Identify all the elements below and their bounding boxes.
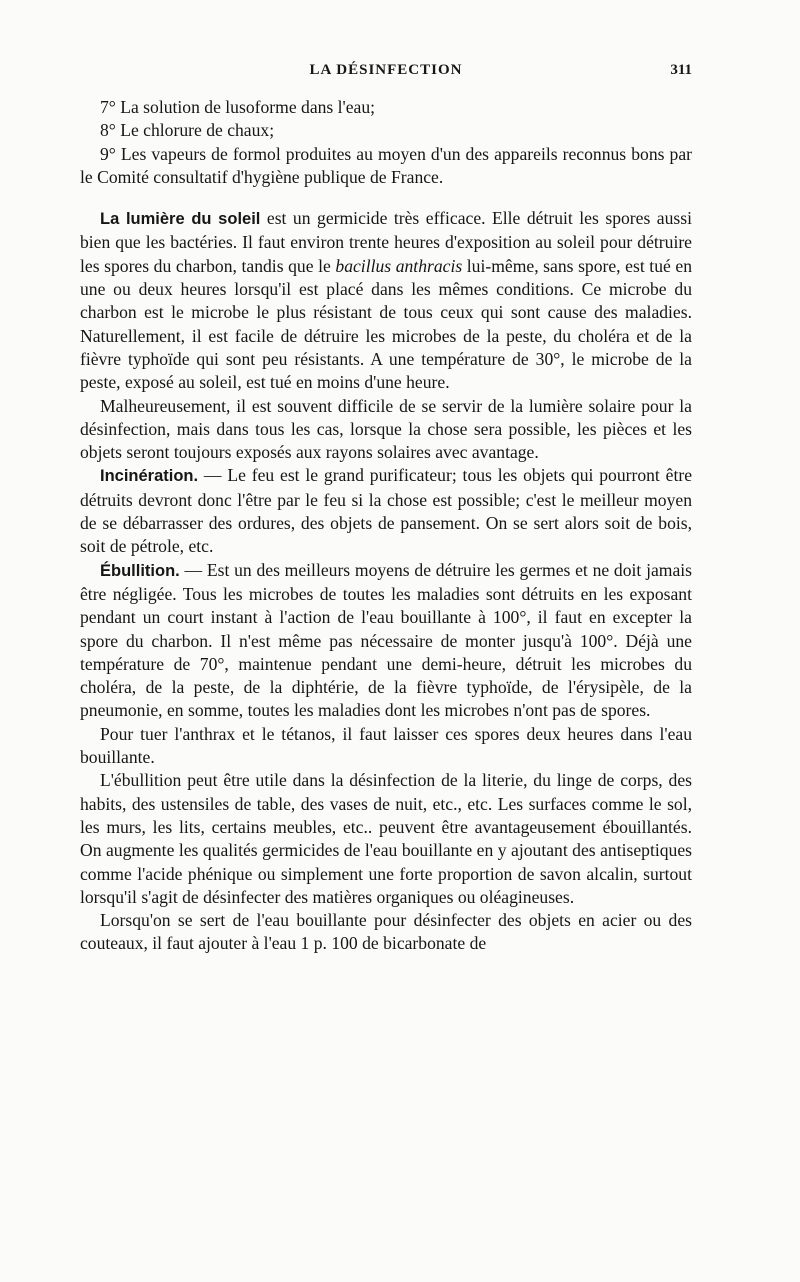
incineration-text: — Le feu est le grand purificateur; tous les objets qui pourront être détruits devront donc l'être par le feu si la chose est possible; c'est le meilleur moyen de se débarrasser des ordures, des objets de pansement. On se sert alors soit de bois, soit de pétrole, etc.: [80, 465, 692, 557]
page-number: 311: [670, 62, 692, 78]
list-item-7: 7° La solution de lusoforme dans l'eau;: [100, 97, 376, 117]
paragraph-soleil: [80, 207, 692, 394]
soleil-text-2: lui-même, sans spore, est tué en une ou deux heures lorsqu'il est placé dans les mêmes conditions. Ce microbe du charbon est le microbe le plus résistant de tous ceux qui sont cause des maladies. Naturellement, il est facile de détruire les microbes de la peste, du choléra et de la fièvre typhoïde qui sont peu résistants. A une température de 30°, le microbe de la peste, exposé au soleil, est tué en moins d'une heure.: [80, 255, 692, 393]
body-text: [80, 96, 692, 956]
paragraph-ebullition-2: Pour tuer l'anthrax et le tétanos, il faut laisser ces spores deux heures dans l'eau bouillante.: [80, 723, 692, 768]
list-item-8: 8° Le chlorure de chaux;: [100, 120, 275, 141]
heading-ebullition: Ébullition.: [100, 561, 180, 580]
paragraph-ebullition-3: L'ébullition peut être utile dans la désinfection de la literie, du linge de corps, des habits, des ustensiles de table, des vases de nuit, etc., etc. Les surfaces comme le sol, les murs, les lits, certains meubles, etc.. peuvent être avantageusement ébouillantés. On augmente les qualités germicides de l'eau bouillante en y ajoutant des antiseptiques comme l'acide phénique ou simplement une forte proportion de savon alcalin, surtout lorsqu'il s'agit de désinfecter des matières organiques ou oléagineuses.: [80, 770, 692, 907]
list-item-9: 9° Les vapeurs de formol produites au moyen d'un des appareils reconnus bons par le Comité consultatif d'hygiène publique de France.: [80, 143, 692, 187]
heading-soleil: La lumière du soleil: [100, 210, 261, 229]
paragraph-ebullition: [80, 559, 692, 723]
page-header: [80, 62, 692, 86]
soleil-italic: bacillus anthracis: [335, 255, 463, 276]
ebullition-text: — Est un des meilleurs moyens de détruire les germes et ne doit jamais être négligée. Tous les microbes de toutes les maladies sont détruits en les exposant pendant un court instant à l'action de l'eau bouillante à 100°, il faut en excepter la spore du charbon. Il n'est même pas nécessaire de monter jusqu'à 100°. Déjà une température de 70°, maintenue pendant une demi-heure, détruit les microbes du choléra, de la peste, de la diphtérie, de la fièvre typhoïde, de l'érysipèle, de la pneumonie, en somme, toutes les maladies dont les microbes n'ont pas de spores.: [80, 559, 692, 721]
running-title: LA DÉSINFECTION: [309, 62, 463, 78]
paragraph-soleil-2: Malheureusement, il est souvent difficile de se servir de la lumière solaire pour la désinfection, mais dans tous les cas, lorsque la chose sera possible, les pièces et les objets seront toujours exposés aux rayons solaires avec avantage.: [80, 395, 692, 463]
soleil-text-1: est un germicide très efficace. Elle détruit les spores aussi bien que les bactéries. Il faut environ trente heures d'exposition au soleil pour détruire les spores du charbon, tandis que le: [80, 208, 692, 276]
paragraph-ebullition-4: Lorsqu'on se sert de l'eau bouillante pour désinfecter des objets en acier ou des couteaux, il faut ajouter à l'eau 1 p. 100 de bicarbonate de: [80, 910, 692, 954]
paragraph-incineration: [80, 464, 692, 558]
heading-incineration: Incinération.: [100, 467, 199, 486]
